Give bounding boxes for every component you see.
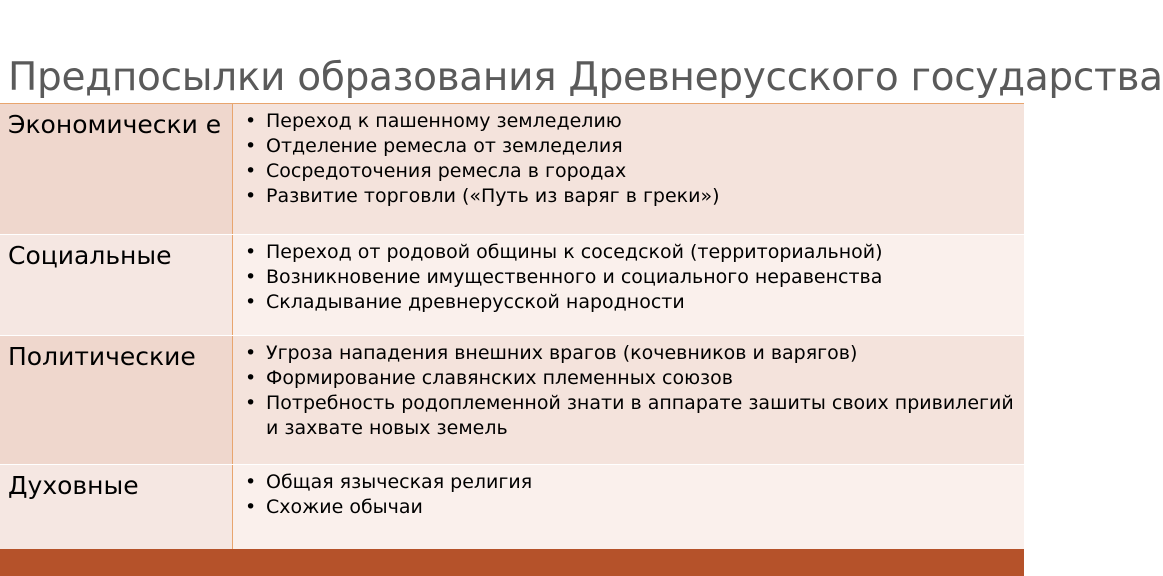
bullet-list xyxy=(245,470,1014,520)
list-item: • Сосредоточения ремесла в городах xyxy=(245,159,1014,184)
items-cell xyxy=(233,104,1024,234)
list-item: • Возникновение имущественного и социального неравенства xyxy=(245,265,1014,290)
table-row xyxy=(0,235,1024,336)
table-row xyxy=(0,104,1024,235)
bullet-list xyxy=(245,341,1014,441)
list-item: • Угроза нападения внешних врагов (кочевников и варягов) xyxy=(245,341,1014,366)
bullet-list xyxy=(245,240,1014,315)
list-item: • Складывание древнерусской народности xyxy=(245,290,1014,315)
items-cell xyxy=(233,235,1024,335)
list-item: • Развитие торговли («Путь из варяг в греки») xyxy=(245,184,1014,209)
list-item: • Схожие обычаи xyxy=(245,495,1014,520)
category-cell: Политические xyxy=(0,336,233,464)
table-row xyxy=(0,465,1024,551)
bullet-list xyxy=(245,109,1014,209)
footer-accent-bar xyxy=(0,549,1024,576)
category-cell: Экономически е xyxy=(0,104,233,234)
list-item: • Общая языческая религия xyxy=(245,470,1014,495)
category-cell: Социальные xyxy=(0,235,233,335)
list-item: • Отделение ремесла от земледелия xyxy=(245,134,1014,159)
list-item: • Переход от родовой общины к соседской (территориальной) xyxy=(245,240,1014,265)
items-cell xyxy=(233,336,1024,464)
page-title: Предпосылки образования Древнерусского государства xyxy=(8,55,1163,100)
items-cell xyxy=(233,465,1024,550)
category-cell: Духовные xyxy=(0,465,233,550)
list-item: • Переход к пашенному земледелию xyxy=(245,109,1014,134)
list-item: • Формирование славянских племенных союзов xyxy=(245,366,1014,391)
prerequisites-table xyxy=(0,103,1024,551)
list-item: • Потребность родоплеменной знати в аппарате зашиты своих привилегий и захвате новых земель xyxy=(245,391,1014,441)
table-row xyxy=(0,336,1024,465)
